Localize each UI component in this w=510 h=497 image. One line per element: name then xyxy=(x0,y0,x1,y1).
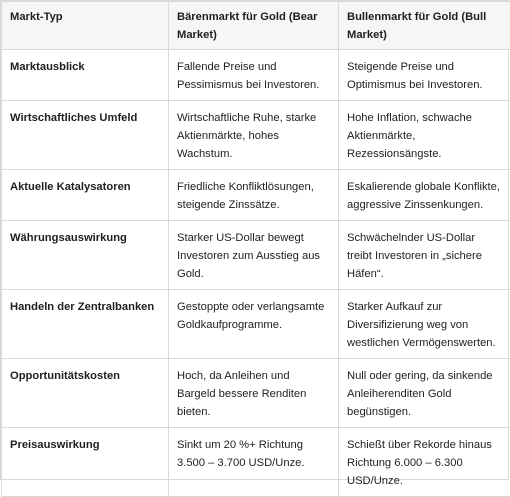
bull-cell: Hohe Inflation, schwache Aktienmärkte, Rezessionsängste. xyxy=(339,101,510,170)
table-row xyxy=(2,221,510,290)
row-label: Preisauswirkung xyxy=(2,428,169,497)
table-row xyxy=(2,50,510,101)
row-label: Handeln der Zentralbanken xyxy=(2,290,169,359)
row-label: Marktausblick xyxy=(2,50,169,101)
bear-cell: Starker US-Dollar bewegt Investoren zum Ausstieg aus Gold. xyxy=(169,221,339,290)
bear-cell: Sinkt um 20 %+ Richtung 3.500 – 3.700 USD/Unze. xyxy=(169,428,339,497)
table-header-row xyxy=(2,2,510,50)
row-label: Aktuelle Katalysatoren xyxy=(2,170,169,221)
header-bull-market: Bullenmarkt für Gold (Bull Market) xyxy=(339,2,510,50)
bear-cell: Fallende Preise und Pessimismus bei Investoren. xyxy=(169,50,339,101)
bull-cell: Starker Aufkauf zur Diversifizierung weg von westlichen Vermögenswerten. xyxy=(339,290,510,359)
row-label: Opportunitätskosten xyxy=(2,359,169,428)
table-row xyxy=(2,428,510,497)
table-row xyxy=(2,170,510,221)
row-label: Wirtschaftliches Umfeld xyxy=(2,101,169,170)
row-label: Währungsauswirkung xyxy=(2,221,169,290)
bull-cell: Steigende Preise und Optimismus bei Investoren. xyxy=(339,50,510,101)
bull-cell: Schießt über Rekorde hinaus Richtung 6.000 – 6.300 USD/Unze. xyxy=(339,428,510,497)
bear-cell: Wirtschaftliche Ruhe, starke Aktienmärkte, hohes Wachstum. xyxy=(169,101,339,170)
header-bear-market: Bärenmarkt für Gold (Bear Market) xyxy=(169,2,339,50)
bear-cell: Gestoppte oder verlangsamte Goldkaufprogramme. xyxy=(169,290,339,359)
table-row xyxy=(2,359,510,428)
bull-cell: Eskalierende globale Konflikte, aggressive Zinssenkungen. xyxy=(339,170,510,221)
bull-cell: Null oder gering, da sinkende Anleiherenditen Gold begünstigen. xyxy=(339,359,510,428)
gold-market-comparison-table xyxy=(1,1,510,497)
bear-cell: Friedliche Konfliktlösungen, steigende Zinssätze. xyxy=(169,170,339,221)
bear-cell: Hoch, da Anleihen und Bargeld bessere Renditen bieten. xyxy=(169,359,339,428)
header-market-type: Markt-Typ xyxy=(2,2,169,50)
bull-cell: Schwächelnder US-Dollar treibt Investoren in „sichere Häfen“. xyxy=(339,221,510,290)
table-row xyxy=(2,101,510,170)
table-row xyxy=(2,290,510,359)
